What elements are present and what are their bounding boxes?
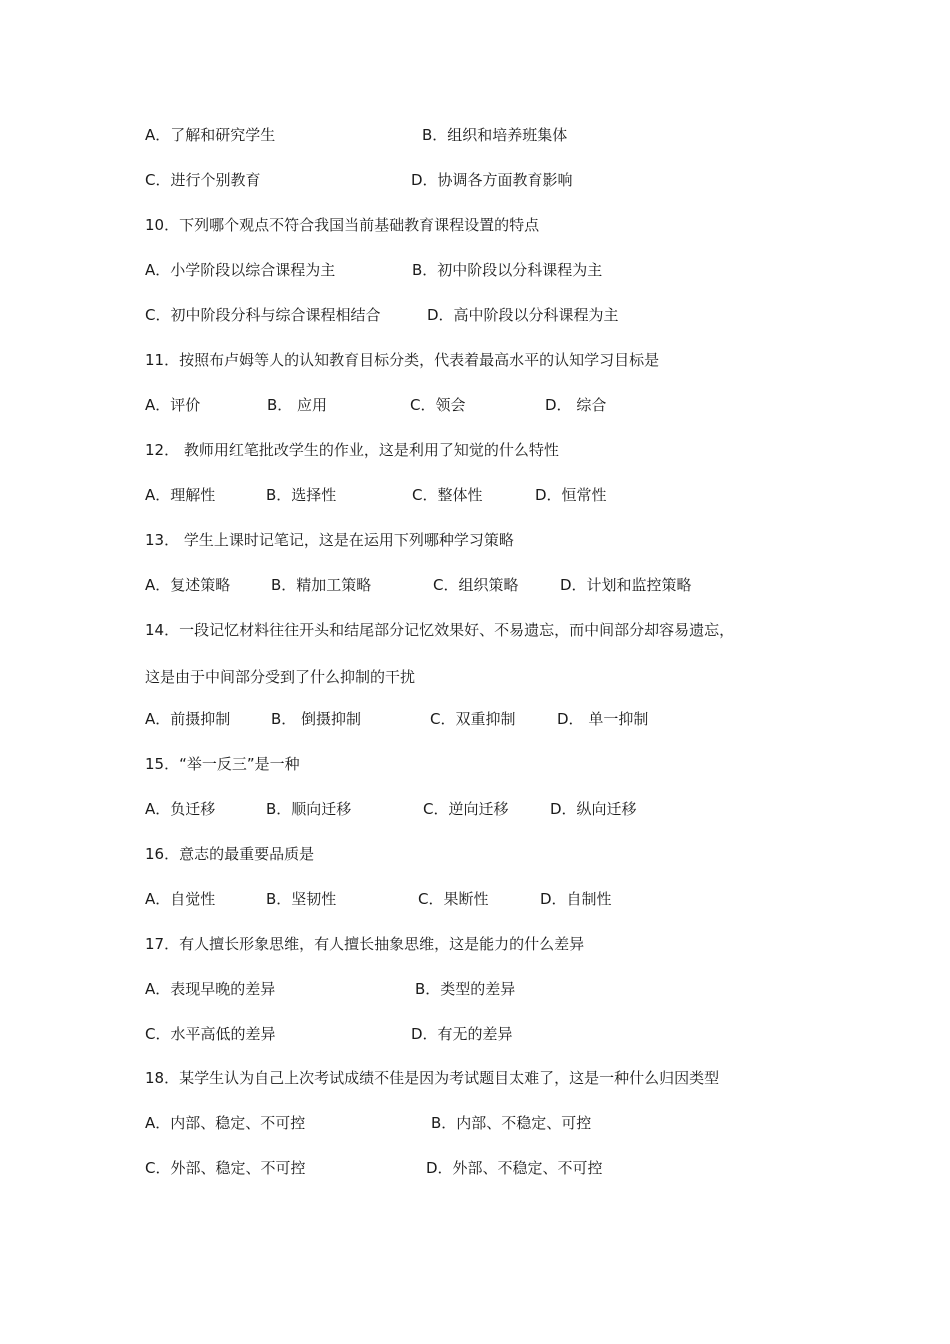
- question-text: 15．“举一反三”是一种: [145, 755, 300, 773]
- question-text: 17．有人擅长形象思维，有人擅长抽象思维，这是能力的什么差异: [145, 935, 585, 953]
- option-b: B．类型的差异: [415, 980, 516, 998]
- option-c: C．整体性: [412, 486, 483, 504]
- option-a: A．小学阶段以综合课程为主: [145, 261, 336, 279]
- question-text: 10．下列哪个观点不符合我国当前基础教育课程设置的特点: [145, 216, 540, 234]
- option-c: C．外部、稳定、不可控: [145, 1159, 306, 1177]
- option-d: D．纵向迁移: [550, 800, 637, 818]
- option-b: B．顺向迁移: [266, 800, 352, 818]
- option-b: B．精加工策略: [271, 576, 372, 594]
- question-text: 12． 教师用红笔批改学生的作业，这是利用了知觉的什么特性: [145, 441, 559, 459]
- option-b: B．坚韧性: [266, 890, 337, 908]
- option-d: D． 单一抑制: [557, 710, 649, 728]
- option-a: A．内部、稳定、不可控: [145, 1114, 306, 1132]
- option-c: C．领会: [410, 396, 466, 414]
- option-a: A．自觉性: [145, 890, 216, 908]
- option-a: A．了解和研究学生: [145, 126, 276, 144]
- question-text: 13． 学生上课时记笔记，这是在运用下列哪种学习策略: [145, 531, 514, 549]
- option-c: C．双重抑制: [430, 710, 516, 728]
- option-a: A．负迁移: [145, 800, 216, 818]
- option-d: D．计划和监控策略: [560, 576, 692, 594]
- option-c: C．果断性: [418, 890, 489, 908]
- option-b: B．内部、不稳定、可控: [431, 1114, 592, 1132]
- question-text: 16．意志的最重要品质是: [145, 845, 315, 863]
- option-b: B．初中阶段以分科课程为主: [412, 261, 603, 279]
- option-d: D． 综合: [545, 396, 607, 414]
- question-text: 这是由于中间部分受到了什么抑制的干扰: [145, 668, 416, 686]
- option-d: D．外部、不稳定、不可控: [426, 1159, 603, 1177]
- option-c: C．初中阶段分科与综合课程相结合: [145, 306, 381, 324]
- option-b: B．组织和培养班集体: [422, 126, 568, 144]
- option-d: D．有无的差异: [411, 1025, 513, 1043]
- option-d: D．高中阶段以分科课程为主: [427, 306, 619, 324]
- option-a: A．表现早晚的差异: [145, 980, 276, 998]
- question-text: 18．某学生认为自己上次考试成绩不佳是因为考试题目太难了，这是一种什么归因类型: [145, 1069, 720, 1087]
- option-a: A．理解性: [145, 486, 216, 504]
- option-a: A．复述策略: [145, 576, 231, 594]
- option-c: C．逆向迁移: [423, 800, 509, 818]
- option-a: A．前摄抑制: [145, 710, 231, 728]
- option-d: D．自制性: [540, 890, 612, 908]
- option-c: C．组织策略: [433, 576, 519, 594]
- option-a: A．评价: [145, 396, 201, 414]
- option-d: D．协调各方面教育影响: [411, 171, 573, 189]
- option-c: C．进行个别教育: [145, 171, 261, 189]
- option-b: B． 应用: [267, 396, 328, 414]
- option-b: B． 倒摄抑制: [271, 710, 362, 728]
- question-text: 11．按照布卢姆等人的认知教育目标分类，代表着最高水平的认知学习目标是: [145, 351, 660, 369]
- question-text: 14．一段记忆材料往往开头和结尾部分记忆效果好、不易遗忘，而中间部分却容易遗忘，: [145, 621, 735, 639]
- option-d: D．恒常性: [535, 486, 607, 504]
- option-b: B．选择性: [266, 486, 337, 504]
- option-c: C．水平高低的差异: [145, 1025, 276, 1043]
